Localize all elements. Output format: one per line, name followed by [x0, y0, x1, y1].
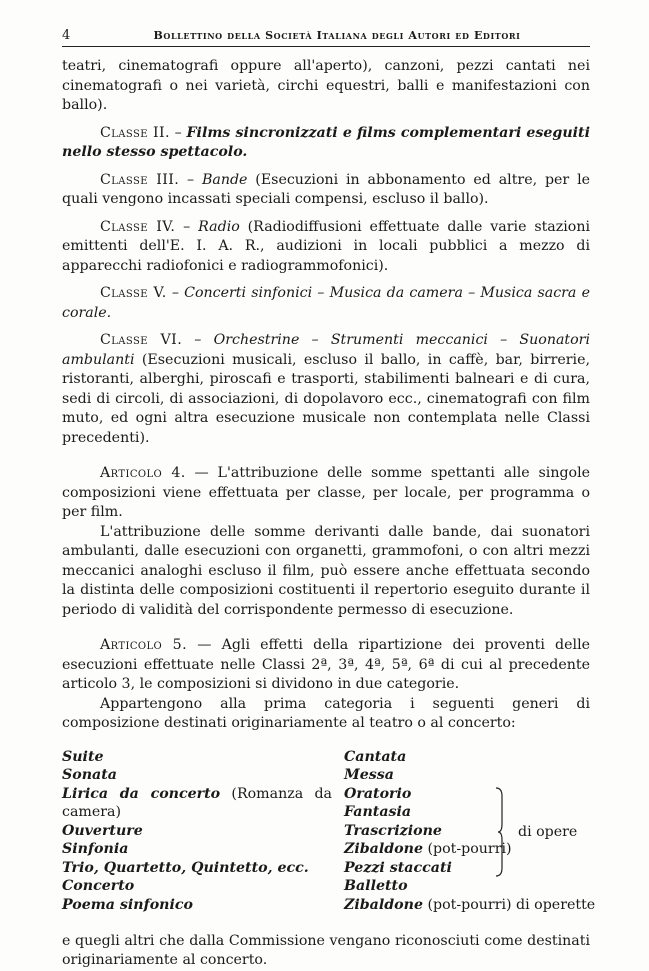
list-item [62, 748, 332, 767]
genre-name: Suite [62, 748, 104, 765]
genre-name: Lirica da concerto [62, 785, 221, 802]
genre-note: (pot-pourri) [422, 841, 512, 857]
classe-label: Classe VI. [100, 332, 183, 348]
genre-note: (Romanza da camera) [62, 785, 332, 820]
classe-6 [62, 331, 590, 448]
genre-list-left [62, 748, 332, 915]
classe-separator: – [182, 332, 214, 348]
genre-name: Sonata [62, 767, 117, 783]
genre-name: Trascrizione [344, 822, 442, 839]
classe-separator: – [175, 218, 199, 235]
list-item [344, 766, 594, 785]
classe-desc: (Esecuzioni musicali, escluso il ballo, in caffè, bar, birrerie, ristoranti, alberghi, piroscafi e trasporti, stabilimenti balneari e di cura, sedi di circoli, di associazioni, di dopolavoro ecc., cinematografi con film muto, ed ogni altra esecuzione musicale non contemplata nelle Classi precedenti). [62, 351, 590, 446]
genre-name: Zibaldone [344, 896, 423, 913]
genre-name: Balletto [344, 878, 408, 894]
classe-label: Classe IV. [100, 218, 176, 235]
articolo-4-paragraph-2: L'attribuzione delle somme derivanti dalle bande, dai suonatori ambulanti, dalle esecuzioni con organetti, grammofoni, o con altri mezzi meccanici analoghi escluso il film, può essere anche effettuata secondo la distinta delle composizioni costituenti il repertorio eseguito durante il periodo di validità del corrispondente permesso di esecuzione. [62, 523, 590, 618]
page-number: 4 [62, 28, 71, 43]
genre-name: Cantata [344, 748, 407, 765]
list-item [344, 785, 594, 804]
genre-name: Oratorio [344, 785, 412, 802]
running-header [62, 28, 590, 47]
list-item [62, 840, 332, 859]
list-item [62, 859, 332, 878]
classe-label: Classe V. [100, 285, 167, 301]
articolo-label: Articolo 5. [100, 637, 188, 653]
list-item [62, 785, 332, 822]
list-item [62, 766, 332, 785]
classe-4 [62, 218, 590, 277]
list-item [62, 877, 332, 896]
intro-paragraph: teatri, cinematografi oppure all'aperto), canzoni, pezzi cantati nei cinematografi o nei varietà, circhi equestri, balli e manifestazioni con ballo). [62, 58, 590, 113]
journal-title: Bollettino della Società Italiana degli Autori ed Editori [153, 29, 521, 42]
classe-title: Radio [198, 218, 240, 235]
articolo-text: — L'attribuzione delle somme spettanti alle singole composizioni viene effettuata per classe, per locale, per programma o per film. [62, 465, 591, 520]
classe-separator: – [166, 285, 185, 301]
classe-3 [62, 171, 590, 210]
list-item [344, 840, 594, 859]
genre-name: Trio, Quartetto, Quintetto, ecc. [62, 859, 309, 876]
genre-name: Sinfonia [62, 841, 129, 857]
genre-name: Poema sinfonico [62, 896, 193, 913]
classe-desc: (Radiodiffusioni effettuate dalle varie stazioni emittenti dell'E. I. A. R., audizioni in locali pubblici a mezzo di apparecchi radiofonici e radiogrammofonici). [62, 218, 590, 274]
list-item [62, 896, 332, 915]
document-page [62, 28, 596, 971]
list-item [344, 896, 594, 915]
classe-title: Concerti sinfonici – Musica da camera – Musica sacra e corale. [62, 285, 590, 321]
articolo-label: Articolo 4. [100, 465, 186, 481]
genre-note: (pot-pourri) di operette [422, 896, 596, 913]
classe-5 [62, 284, 590, 323]
document-body [62, 57, 596, 971]
articolo-5-paragraph-2: Appartengono alla prima categoria i seguenti generi di composizione destinati originariamente al teatro o al concerto: [62, 695, 590, 731]
articolo-5 [62, 636, 590, 695]
classe-desc: (Esecuzioni in abbonamento ed altre, per le quali vengono incassati speciali compensi, escluso il ballo). [62, 171, 591, 207]
list-item [62, 822, 332, 841]
articolo-4 [62, 464, 590, 523]
composition-genres [62, 748, 596, 913]
classe-separator: – [179, 171, 202, 188]
genre-name: Concerto [62, 878, 135, 894]
articolo-text: — Agli effetti della ripartizione dei proventi delle esecuzioni effettuate nelle Classi 2ª, 3ª, 4ª, 5ª, 6ª di cui al precedente articolo 3, le composizioni si dividono in due categorie. [62, 637, 590, 692]
classe-title: Films sincronizzati e films complementari eseguiti nello stesso spettacolo. [62, 124, 590, 160]
classe-label: Classe III. [100, 171, 180, 188]
classe-2 [62, 124, 590, 163]
genre-name: Zibaldone [344, 841, 423, 857]
classe-title: Orchestrine – Strumenti meccanici – Suonatori ambulanti [62, 332, 590, 368]
curly-brace-icon [494, 786, 504, 878]
brace-label: di opere [518, 823, 578, 840]
final-paragraph: e quegli altri che dalla Commissione vengano riconosciuti come destinati originariamente al concerto. [62, 932, 590, 968]
list-item [344, 877, 594, 896]
list-item [344, 803, 594, 822]
classe-title: Bande [201, 171, 248, 188]
genre-name: Ouverture [62, 822, 143, 839]
classe-label: Classe II. [100, 124, 170, 141]
list-item [344, 859, 594, 878]
list-item [344, 748, 594, 767]
genre-name: Messa [344, 767, 394, 783]
genre-name: Fantasia [344, 804, 412, 820]
genre-name: Pezzi staccati [344, 859, 452, 876]
classe-separator: – [169, 124, 187, 141]
